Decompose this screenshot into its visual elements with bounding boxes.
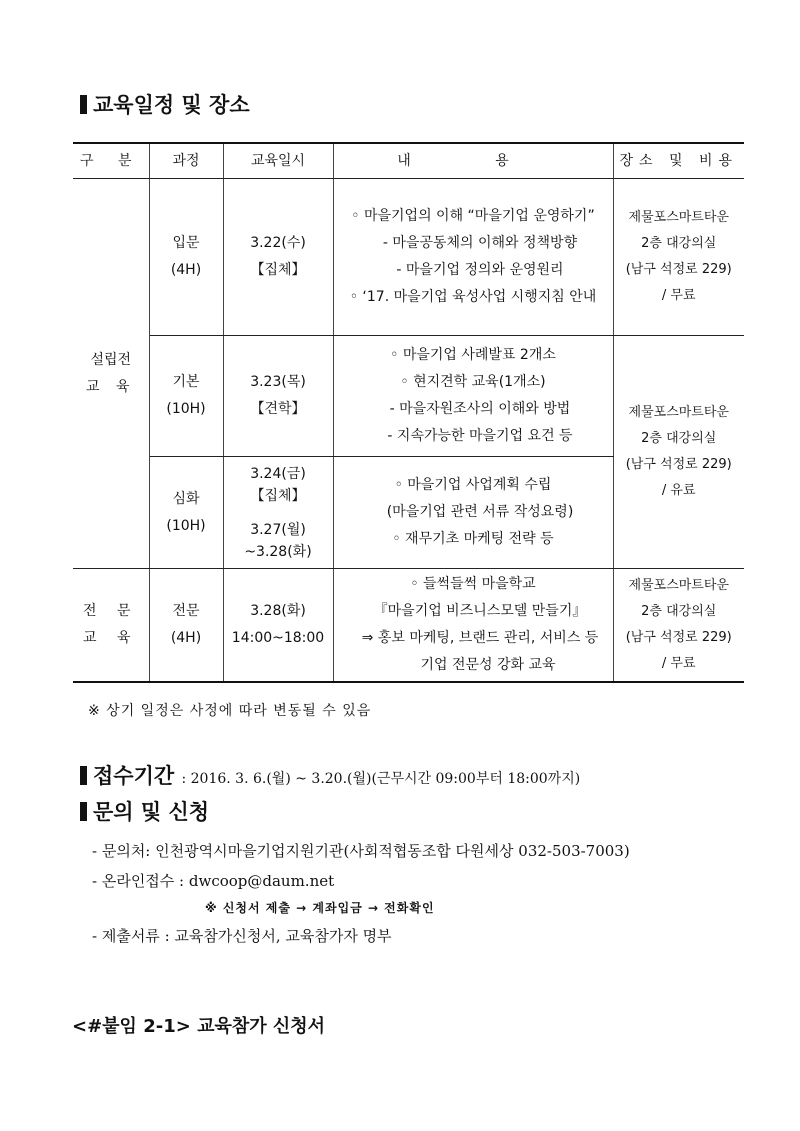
schedule-note: ※ 상기 일정은 사정에 따라 변동될 수 있음 — [88, 703, 372, 719]
content-line: ◦ 현지견학 교육(1개소) — [400, 374, 546, 390]
content-cell — [333, 569, 613, 682]
place-line: / 무료 — [661, 655, 696, 671]
content-cell — [333, 336, 613, 457]
datetime-line: 3.28(화) — [250, 602, 306, 619]
datetime-spacer — [224, 507, 333, 519]
datetime-line: 【집체】 — [250, 487, 306, 504]
heading-bar-icon — [80, 766, 87, 785]
course-cell — [149, 569, 223, 682]
content-line: ◦ 들썩들썩 마을학교 — [410, 575, 536, 592]
course-hours: (4H) — [170, 629, 202, 646]
header-datetime: 교육일시 — [223, 143, 333, 179]
datetime-line: 3.27(월) — [250, 521, 306, 538]
category-line: 전 문 — [83, 602, 139, 619]
content-line: ◦ 마을기업의 이해 “마을기업 운영하기” — [351, 208, 595, 224]
content-line: ◦ ‘17. 마을기업 육성사업 시행지침 안내 — [349, 289, 597, 305]
content-line: (마을기업 관련 서류 작성요령) — [386, 504, 574, 520]
contact-section-heading — [80, 799, 209, 825]
place-cell — [613, 569, 744, 682]
place-cell — [613, 336, 744, 569]
place-line: / 유료 — [661, 483, 696, 498]
course-hours: (10H) — [166, 401, 206, 417]
datetime-line: 3.23(목) — [250, 374, 306, 390]
category-line: 교 육 — [83, 629, 139, 646]
datetime-cell — [223, 569, 333, 682]
category-line: 교 육 — [86, 378, 136, 395]
category-cell — [73, 569, 149, 682]
header-category: 구 분 — [73, 143, 149, 179]
schedule-section-title: 교육일정 및 장소 — [93, 93, 250, 117]
place-line: 제물포스마트타운 — [628, 210, 729, 225]
table-row — [73, 569, 744, 682]
course-name: 기본 — [172, 374, 200, 390]
place-line: (남구 석정로 229) — [625, 457, 732, 472]
content-line: - 지속가능한 마을기업 요건 등 — [387, 428, 573, 444]
datetime-line: 3.22(수) — [250, 235, 306, 251]
place-line: 2층 대강의실 — [641, 236, 717, 251]
datetime-line: ~3.28(화) — [244, 543, 312, 560]
course-cell — [149, 336, 223, 457]
course-name: 전문 — [172, 602, 200, 619]
category-line: 설립전 — [90, 351, 132, 368]
heading-bar-icon — [80, 95, 87, 114]
content-line: - 마을공동체의 이해와 정책방향 — [382, 235, 578, 251]
datetime-line: 14:00~18:00 — [231, 629, 325, 646]
datetime-line: 【견학】 — [250, 401, 306, 417]
course-cell — [149, 457, 223, 569]
heading-bar-icon — [80, 802, 87, 821]
header-content: 내 용 — [333, 143, 613, 179]
schedule-section-heading — [80, 92, 250, 118]
course-hours: (10H) — [166, 517, 206, 534]
content-line: ◦ 마을기업 사업계획 수립 — [394, 477, 552, 493]
online-application-line: - 온라인접수 : dwcoop@daum.net — [92, 872, 335, 890]
content-line: - 마을자원조사의 이해와 방법 — [389, 401, 571, 417]
period-section-title: 접수기간 — [93, 764, 175, 788]
datetime-cell — [223, 457, 333, 569]
table-row — [73, 179, 744, 336]
course-name: 심화 — [172, 490, 200, 507]
course-hours: (4H) — [170, 262, 202, 278]
inquiry-line: - 문의처: 인천광역시마을기업지원기관(사회적협동조합 다원세상 032-503-7003) — [92, 842, 630, 860]
content-line: ◦ 재무기초 마케팅 전략 등 — [392, 531, 554, 547]
place-line: 제물포스마트타운 — [628, 405, 729, 420]
schedule-table — [73, 142, 744, 683]
place-cell — [613, 179, 744, 336]
place-line: 2층 대강의실 — [641, 431, 717, 446]
category-cell — [73, 179, 149, 569]
period-detail: : 2016. 3. 6.(월) ~ 3.20.(월)(근무시간 09:00부터 18:00까지) — [181, 771, 581, 787]
course-cell — [149, 179, 223, 336]
place-line: (남구 석정로 229) — [625, 262, 732, 277]
application-flow-note: ※ 신청서 제출 → 계좌입금 → 전화확인 — [205, 901, 435, 915]
content-cell — [333, 179, 613, 336]
content-line: ◦ 마을기업 사례발표 2개소 — [390, 347, 556, 363]
place-line: (남구 석정로 229) — [625, 629, 732, 645]
period-section-heading — [80, 763, 580, 792]
place-line: / 무료 — [661, 288, 696, 303]
place-line: 2층 대강의실 — [641, 603, 717, 619]
course-name: 입문 — [172, 235, 200, 251]
contact-section-title: 문의 및 신청 — [93, 800, 210, 824]
attachment-title: <#붙임 2-1> 교육참가 신청서 — [72, 1016, 326, 1037]
datetime-line: 【집체】 — [250, 262, 306, 278]
table-row — [73, 336, 744, 457]
content-line: 『마을기업 비즈니스모델 만들기』 — [373, 602, 587, 619]
place-line: 제물포스마트타운 — [628, 577, 729, 593]
header-place: 장소 및 비용 — [613, 143, 744, 179]
datetime-cell — [223, 336, 333, 457]
table-header-row — [73, 143, 744, 179]
header-course: 과정 — [149, 143, 223, 179]
content-cell — [333, 457, 613, 569]
content-line: ⇒ 홍보 마케팅, 브랜드 관리, 서비스 등 — [361, 629, 599, 646]
datetime-cell — [223, 179, 333, 336]
content-line: 기업 전문성 강화 교육 — [420, 656, 556, 673]
content-line: - 마을기업 정의와 운영원리 — [396, 262, 564, 278]
required-documents-line: - 제출서류 : 교육참가신청서, 교육참가자 명부 — [92, 927, 392, 945]
datetime-line: 3.24(금) — [250, 465, 306, 482]
